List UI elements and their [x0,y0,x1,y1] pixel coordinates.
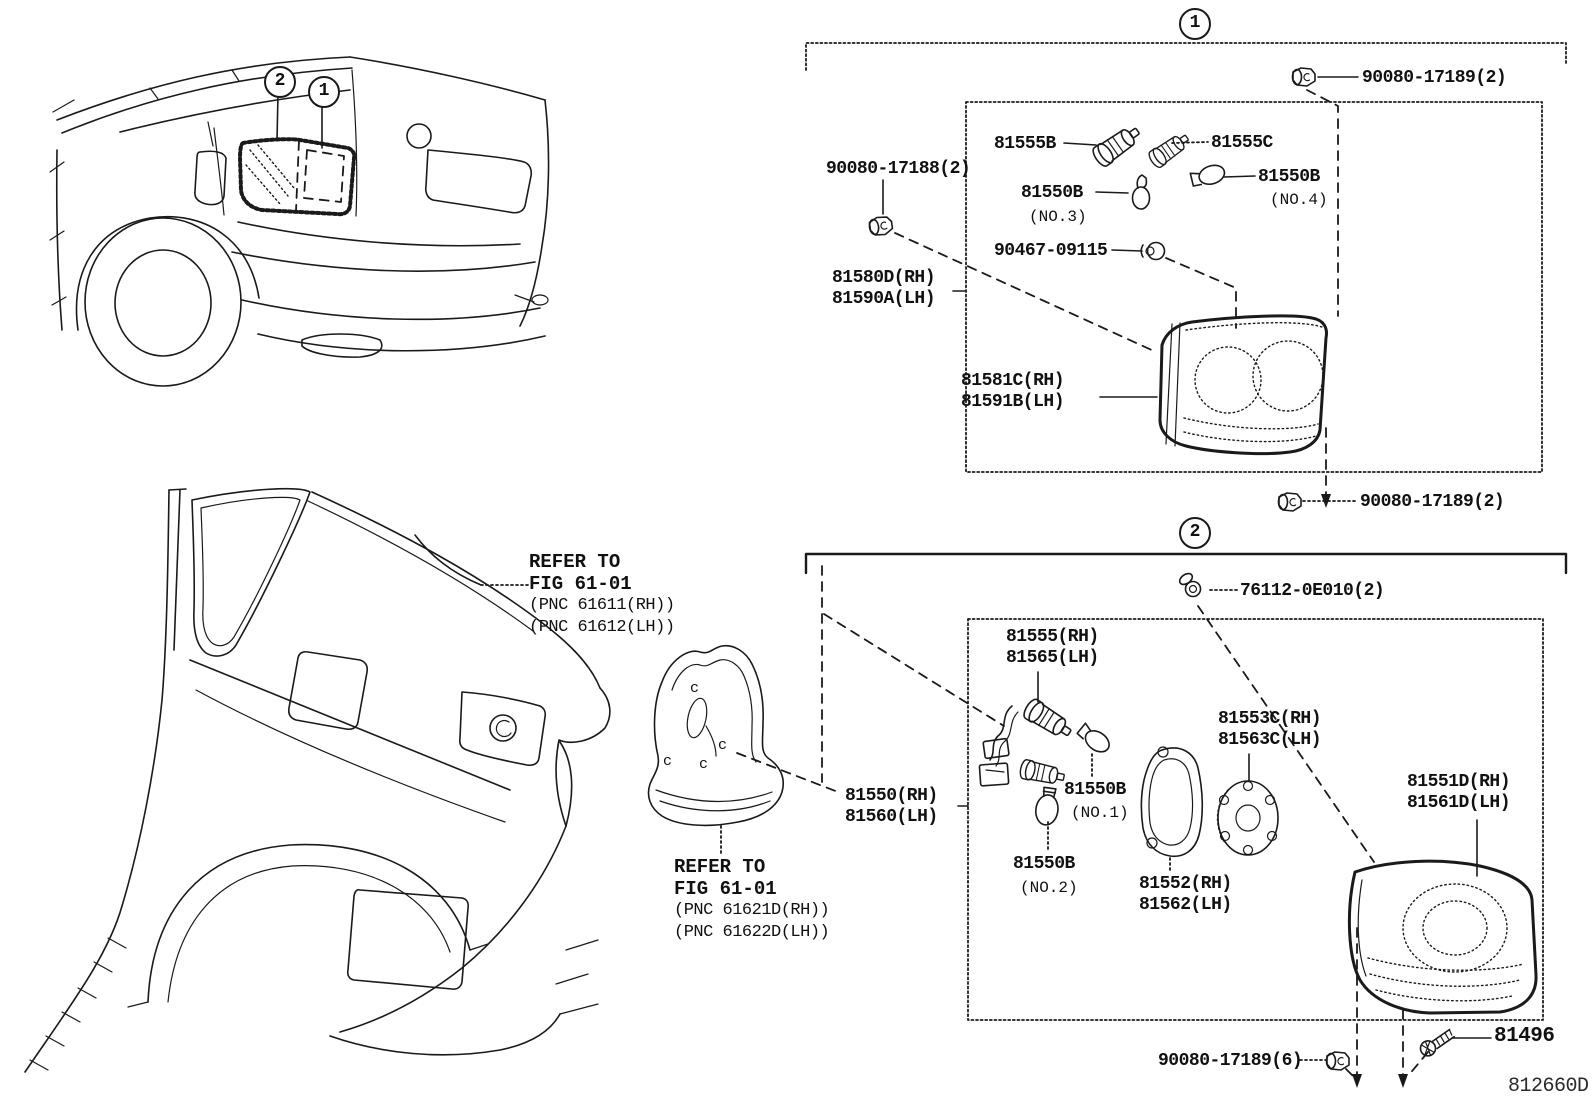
car-callout-inner-lamp: 1 [308,76,340,108]
wedge-bulb-icon [1189,162,1227,190]
part-label-line: 81560(LH) [845,807,938,827]
clip-mark: c [690,680,700,697]
socket-harness-drawing [979,697,1075,787]
refer-note-line: (PNC 61622D(LH)) [674,923,830,942]
section1-box [966,102,1542,472]
part-label-line: 81563C(LH) [1218,730,1322,750]
refer-note-line: REFER TO [529,551,621,573]
refer-note-lower [674,856,829,944]
clip-mark: c [663,753,673,770]
lamp-gasket-drawing [1141,747,1202,856]
part-sub-no4: (NO.4) [1270,191,1328,209]
bulb-socket-icon [1090,122,1144,169]
part-label-line: 81550(RH) [845,786,938,806]
part-label-grommet: 90467-09115 [994,241,1108,261]
hex-nut-icon [1279,493,1302,511]
part-label-81552 [1139,874,1232,916]
clip-mark: c [699,756,709,773]
refer-note-line: (PNC 61612(LH)) [529,618,675,637]
section2-badge: 2 [1179,517,1211,549]
refer-note-line: (PNC 61611(RH)) [529,596,675,615]
part-label-81580d [832,268,935,310]
bulb-icon [1133,175,1150,209]
part-sub-no3: (NO.3) [1029,208,1087,226]
section1-badge: 1 [1179,8,1211,40]
refer-note-line: REFER TO [674,856,766,878]
refer-note-line: FIG 61-01 [674,878,777,900]
tail-lamp-lens-drawing [1349,861,1536,1013]
part-label-nut-top: 90080-17189(2) [1362,68,1507,88]
part-label-nut-left: 90080-17188(2) [826,159,971,179]
part-label-81555 [1006,627,1099,669]
part-label-line: 81562(LH) [1139,895,1232,915]
car-rear-quarter-illustration [50,57,549,386]
part-label-81550 [845,786,938,828]
wedge-bulb-icon [1075,722,1113,756]
car-callout-outer-lamp: 2 [264,66,296,98]
part-label-nut-6: 90080-17189(6) [1158,1051,1303,1071]
part-label-81496: 81496 [1494,1025,1555,1048]
part-label-line: 81580D(RH) [832,268,936,288]
refer-note-line: FIG 61-01 [529,573,632,595]
part-sub-no2: (NO.2) [1020,879,1078,897]
part-label-81555c: 81555C [1211,133,1273,153]
part-label-line: 81565(LH) [1006,648,1099,668]
part-label-81551d [1407,772,1510,814]
quarter-panel-illustration [25,489,610,1072]
pan-screw-icon [1178,571,1201,596]
hex-nut-icon [1327,1052,1350,1070]
part-label-line: 81591B(LH) [961,392,1065,412]
part-label-line: 81555(RH) [1006,627,1099,647]
hex-nut-icon [1293,68,1316,86]
part-label-line: 81552(RH) [1139,874,1232,894]
part-label-81550b-no3: 81550B [1021,183,1083,203]
part-label-line: 81590A(LH) [832,289,936,309]
backup-lamp-lens-drawing [1160,316,1326,454]
part-label-81553c [1218,709,1321,751]
inner-panel-part-illustration [649,646,784,854]
tapping-screw-icon [1418,1029,1457,1057]
hex-nut-icon [868,216,893,237]
part-label-81550b-no4: 81550B [1258,167,1320,187]
figure-code: 812660D [1508,1075,1589,1098]
part-label-line: 81551D(RH) [1407,772,1511,792]
grommet-icon [1141,243,1164,260]
lamp-body-disc-drawing [1218,781,1278,855]
part-label-line: 81561D(LH) [1407,793,1511,813]
section1-bracket [806,43,1566,70]
section2-bracket [806,554,1566,573]
part-sub-no1: (NO.1) [1071,804,1129,822]
bulb-icon [1034,787,1061,827]
part-label-nut-bottom: 90080-17189(2) [1360,492,1505,512]
clip-mark: c [718,737,728,754]
part-label-81555b: 81555B [994,134,1056,154]
part-label-81550b-no1: 81550B [1064,780,1126,800]
part-label-76112: 76112-0E010(2) [1240,581,1385,601]
part-label-81550b-no2: 81550B [1013,854,1075,874]
part-label-line: 81553C(RH) [1218,709,1322,729]
refer-note-line: (PNC 61621D(RH)) [674,901,830,920]
refer-note-upper [529,551,675,639]
bulb-socket-icon [1147,130,1193,170]
part-label-81581c [961,371,1064,413]
part-label-line: 81581C(RH) [961,371,1065,391]
